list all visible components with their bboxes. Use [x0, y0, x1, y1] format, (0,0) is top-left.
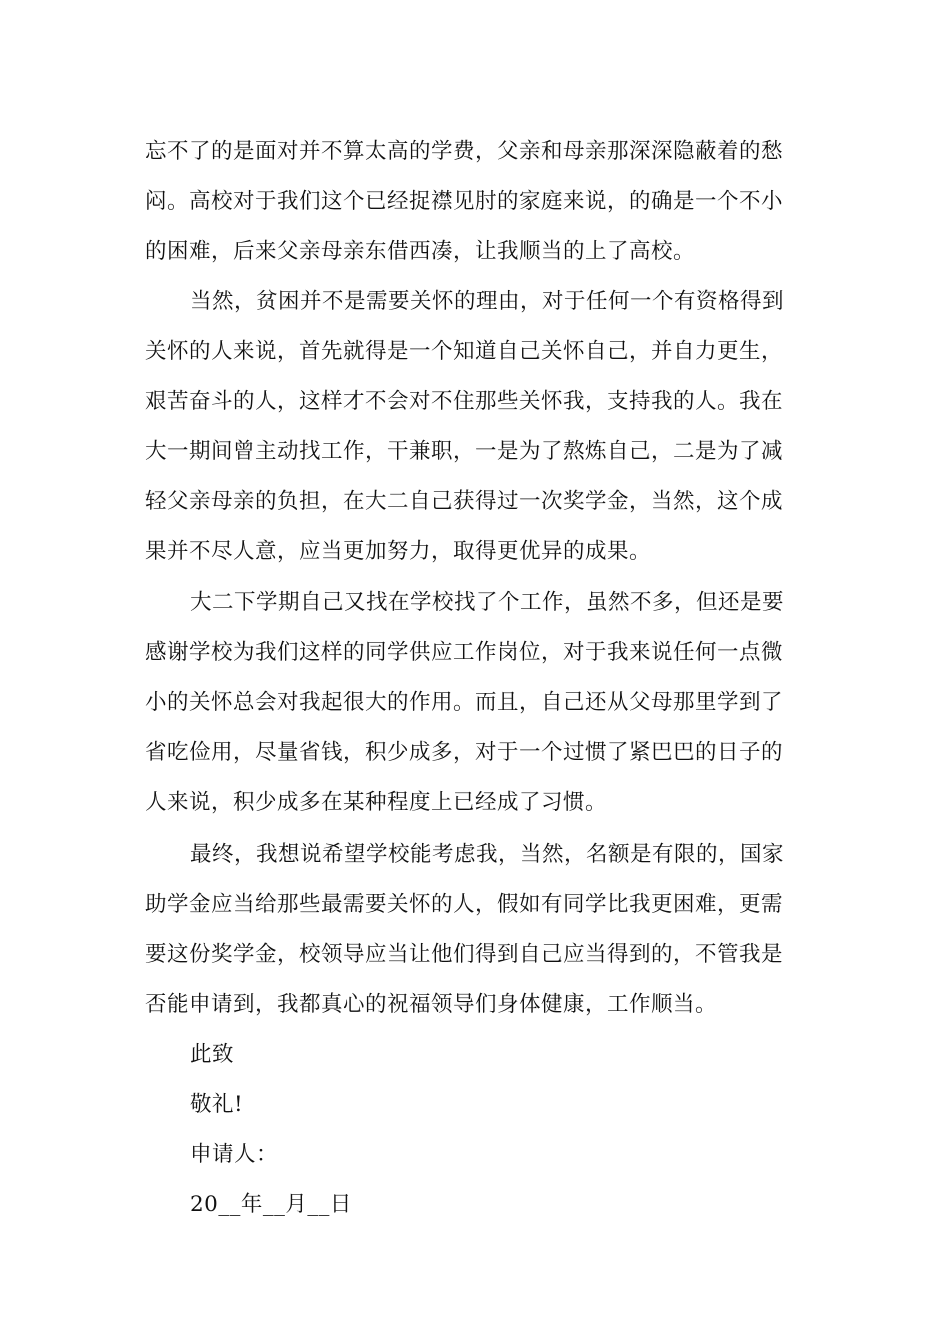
paragraph-2: [145, 277, 807, 577]
applicant-label: 申请人：: [190, 1142, 279, 1167]
date-line: 20__年__月__日: [190, 1192, 352, 1217]
paragraph-line: 感谢学校为我们这样的同学供应工作岗位，对于我来说任何一点微: [145, 640, 784, 665]
paragraph-4: [145, 830, 807, 1030]
paragraph-line: 大一期间曾主动找工作，干兼职，一是为了熬炼自己，二是为了减: [145, 439, 784, 464]
closing-respect: 敬礼!: [190, 1092, 244, 1117]
paragraph-line: 最终，我想说希望学校能考虑我，当然，名额是有限的，国家: [190, 842, 785, 867]
paragraph-line: 果并不尽人意，应当更加努力，取得更优异的成果。: [145, 539, 652, 564]
paragraph-line: 闷。高校对于我们这个已经捉襟见肘的家庭来说，的确是一个不小: [145, 189, 784, 214]
paragraph-3: [145, 578, 807, 828]
paragraph-line: 人来说，积少成多在某种程度上已经成了习惯。: [145, 790, 608, 815]
paragraph-line: 省吃俭用，尽量省钱，积少成多，对于一个过惯了紧巴巴的日子的: [145, 740, 784, 765]
paragraph-line: 要这份奖学金，校领导应当让他们得到自己应当得到的，不管我是: [145, 942, 784, 967]
paragraph-line: 忘不了的是面对并不算太高的学费，父亲和母亲那深深隐蔽着的愁: [145, 139, 784, 164]
paragraph-line: 大二下学期自己又找在学校找了个工作，虽然不多，但还是要: [190, 590, 785, 615]
paragraph-line: 轻父亲母亲的负担，在大二自己获得过一次奖学金，当然，这个成: [145, 489, 784, 514]
paragraph-line: 艰苦奋斗的人，这样才不会对不住那些关怀我，支持我的人。我在: [145, 389, 784, 414]
closing-salutation: 此致: [190, 1042, 235, 1067]
paragraph-line: 助学金应当给那些最需要关怀的人，假如有同学比我更困难，更需: [145, 892, 784, 917]
paragraph-line: 当然，贫困并不是需要关怀的理由，对于任何一个有资格得到: [190, 289, 785, 314]
paragraph-line: 否能申请到，我都真心的祝福领导们身体健康，工作顺当。: [145, 992, 718, 1017]
paragraph-line: 的困难，后来父亲母亲东借西凑，让我顺当的上了高校。: [145, 239, 696, 264]
paragraph-line: 关怀的人来说，首先就得是一个知道自己关怀自己，并自力更生，: [145, 339, 784, 364]
paragraph-line: 小的关怀总会对我起很大的作用。而且，自己还从父母那里学到了: [145, 690, 784, 715]
paragraph-1: [145, 127, 807, 277]
